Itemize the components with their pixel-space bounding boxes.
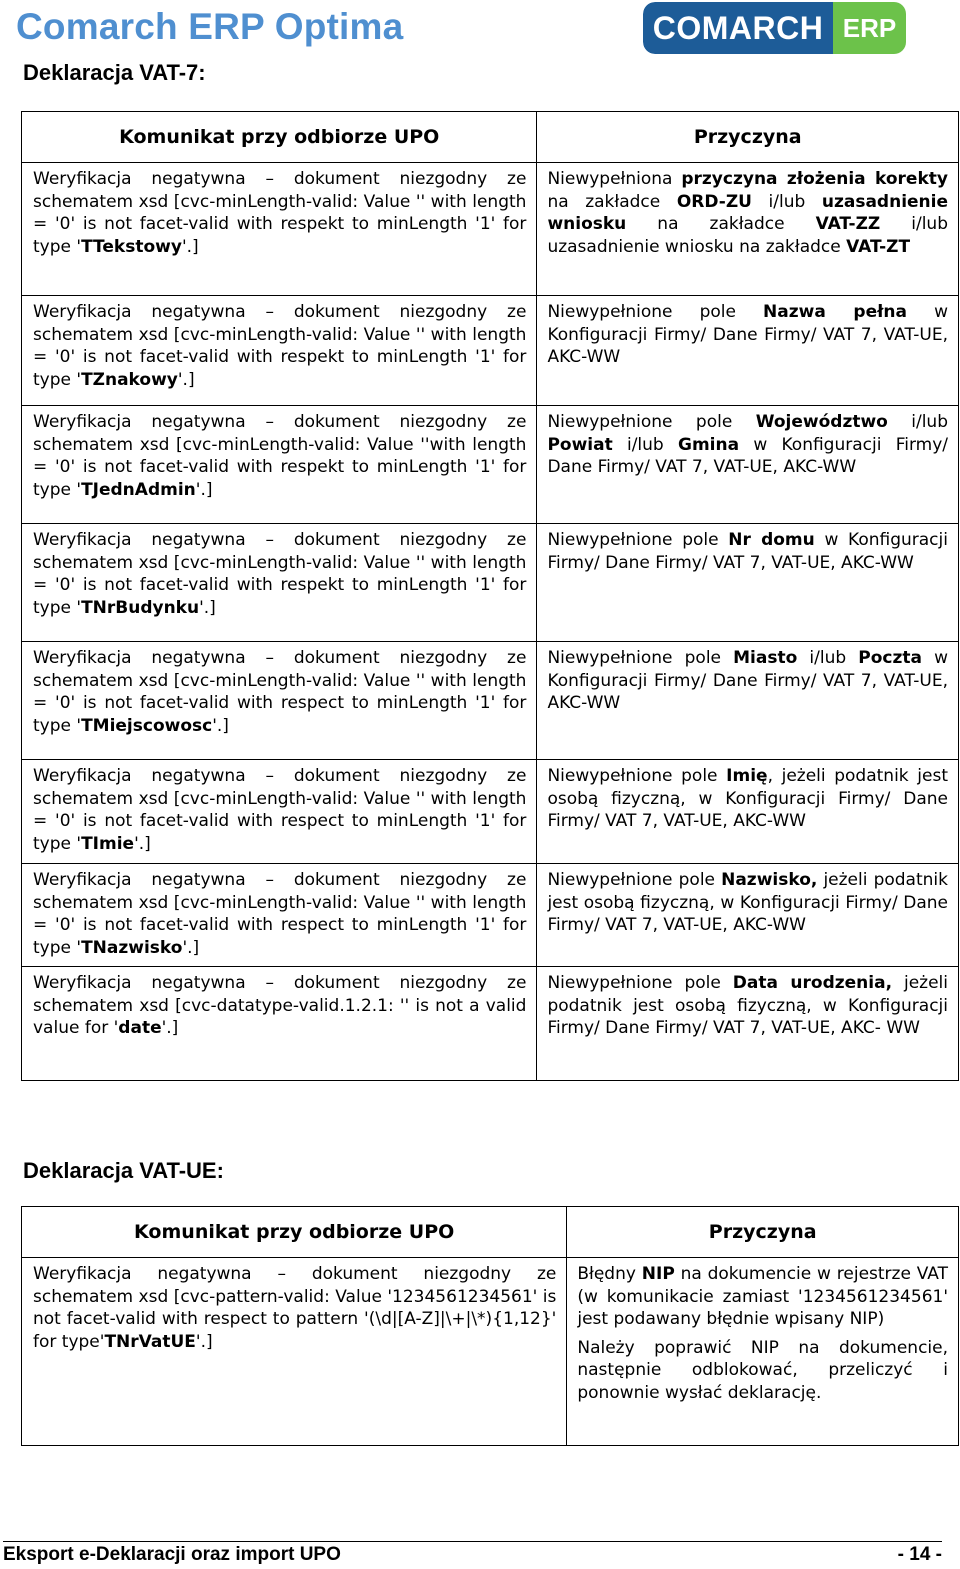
- text-segment: i/lub: [797, 648, 859, 668]
- text-segment: jeżeli podatnik jest osobą fizyczną, w Konfiguracji Firmy/ Dane Firmy/ VAT 7, VAT-UE, AKC-WW: [547, 870, 948, 935]
- text-segment: '.]: [182, 937, 200, 958]
- reason-paragraph: [547, 301, 948, 369]
- text-segment: Niewypełnione pole: [547, 412, 756, 432]
- vatue-section-heading: Deklaracja VAT-UE:: [23, 1158, 224, 1183]
- text-segment: jeżeli podatnik jest osobą fizyczną, w Konfiguracji Firmy/ Dane Firmy/ VAT 7, VAT-UE, AKC- WW: [547, 973, 949, 1038]
- text-segment: '.]: [199, 597, 216, 618]
- text-segment: Weryfikacja negatywna – dokument niezgodny ze schematem xsd [cvc-minLength-valid: Value '' with length = '0' is not facet-valid with respect to minLength '1' for type ': [33, 766, 527, 854]
- text-segment: Niewypełniona: [547, 169, 682, 189]
- reason-paragraph: [547, 168, 948, 258]
- text-segment: Weryfikacja negatywna – dokument niezgodny ze schematem xsd [cvc-minLength-valid: Value '' with length = '0' is not facet-valid with respekt to minLength '1' for type ': [33, 302, 527, 390]
- upo-message-cell: [22, 967, 537, 1081]
- text-segment: '.]: [134, 833, 151, 854]
- reason-paragraph: [547, 647, 948, 715]
- reason-cell: [537, 864, 959, 967]
- vatue-table-row: [22, 1258, 959, 1446]
- logo-comarch-text: COMARCH: [643, 2, 833, 54]
- vat7-col-reason-header: Przyczyna: [537, 112, 959, 163]
- text-segment: Niewypełnione pole: [547, 302, 764, 322]
- upo-message-cell: [22, 642, 537, 760]
- emphasized-text: VAT-ZZ: [815, 214, 881, 234]
- text-segment: na zakładce: [547, 191, 677, 212]
- text-segment: Niewypełnione pole: [547, 530, 729, 550]
- text-segment: w Konfiguracji Firmy/ Dane Firmy/ VAT 7, VAT-UE, AKC-WW: [547, 302, 948, 367]
- text-segment: na dokumencie w rejestrze VAT (w komunikacie zamiast '1234561234561' jest podawany błędnie wpisany NIP): [577, 1264, 948, 1329]
- emphasized-text: ORD-ZU: [676, 191, 752, 212]
- emphasized-text: Nr domu: [728, 530, 815, 550]
- reason-paragraph: [547, 411, 948, 479]
- logo-erp-text: ERP: [833, 2, 906, 54]
- reason-paragraph: [547, 972, 948, 1040]
- vat7-table-header-row: [22, 112, 959, 163]
- reason-cell: [537, 967, 959, 1081]
- emphasized-text: przyczyna złożenia korekty: [681, 169, 948, 189]
- text-segment: Niewypełnione pole: [547, 648, 734, 668]
- emphasized-text: Województwo: [755, 412, 888, 432]
- emphasized-text: TTekstowy: [81, 236, 182, 257]
- emphasized-text: uzasadnienie wniosku: [547, 191, 949, 234]
- text-segment: '.]: [161, 1018, 179, 1038]
- emphasized-text: Gmina: [677, 434, 740, 455]
- vat7-section-heading: Deklaracja VAT-7:: [23, 60, 206, 85]
- footer-page-number: - 14 -: [897, 1544, 942, 1565]
- text-segment: Błędny: [577, 1264, 642, 1284]
- text-segment: Niewypełnione pole: [547, 870, 722, 890]
- text-segment: i/lub: [887, 412, 948, 432]
- text-segment: '.]: [195, 1331, 213, 1352]
- vatue-table-header-row: [22, 1207, 959, 1258]
- text-segment: '.]: [195, 479, 213, 500]
- text-segment: w Konfiguracji Firmy/ Dane Firmy/ VAT 7, VAT-UE, AKC-WW: [547, 530, 948, 573]
- reason-paragraph: [547, 529, 948, 574]
- reason-cell: [567, 1258, 959, 1446]
- reason-paragraph: [547, 869, 948, 937]
- upo-message-cell: [22, 864, 537, 967]
- emphasized-text: Data urodzenia,: [732, 973, 893, 993]
- text-segment: Weryfikacja negatywna – dokument niezgodny ze schematem xsd [cvc-minLength-valid: Value '' with length = '0' is not facet-valid with respekt to minLength '1' for type ': [33, 530, 527, 618]
- text-segment: w Konfiguracji Firmy/ Dane Firmy/ VAT 7, VAT-UE, AKC-WW: [547, 648, 949, 713]
- text-segment: Weryfikacja negatywna – dokument niezgodny ze schematem xsd [cvc-minLength-valid: Value '' with length = '0' is not facet-valid with respect to minLength '1' for type ': [33, 648, 527, 736]
- page-footer: [3, 1541, 942, 1566]
- reason-instruction-paragraph: Należy poprawić NIP na dokumencie, następnie odblokować, przeliczyć i ponownie wysłać deklarację.: [577, 1337, 948, 1403]
- upo-message-cell: [22, 406, 537, 524]
- vat7-table: [21, 111, 959, 1081]
- emphasized-text: Powiat: [547, 434, 613, 455]
- text-segment: , jeżeli podatnik jest osobą fizyczną, w Konfiguracji Firmy/ Dane Firmy/ VAT 7, VAT-UE, AKC-WW: [547, 766, 948, 831]
- emphasized-text: TJednAdmin: [81, 479, 196, 500]
- emphasized-text: TNazwisko: [81, 937, 183, 958]
- reason-cell: [537, 163, 959, 296]
- emphasized-text: Nazwa pełna: [763, 302, 907, 322]
- text-segment: '.]: [181, 236, 199, 257]
- emphasized-text: NIP: [641, 1264, 675, 1284]
- upo-message-cell: [22, 524, 537, 642]
- footer-document-title: Eksport e-Deklaracji oraz import UPO: [3, 1544, 341, 1565]
- upo-message-cell: [22, 296, 537, 406]
- text-segment: Niewypełnione pole: [547, 766, 727, 786]
- emphasized-text: VAT-ZT: [846, 236, 911, 257]
- text-segment: Niewypełnione pole: [547, 973, 733, 993]
- vat7-table-row: [22, 406, 959, 524]
- reason-cell: [537, 524, 959, 642]
- emphasized-text: Imię: [726, 766, 768, 786]
- emphasized-text: Miasto: [733, 648, 798, 668]
- vatue-col-reason-header: Przyczyna: [567, 1207, 959, 1258]
- text-segment: na zakładce: [626, 214, 816, 234]
- text-segment: Weryfikacja negatywna – dokument niezgodny ze schematem xsd [cvc-minLength-valid: Value ''with length = '0' is not facet-valid with respekt to minLength '1' for type ': [33, 412, 527, 500]
- document-header-title: Comarch ERP Optima: [16, 6, 404, 47]
- vat7-table-row: [22, 163, 959, 296]
- reason-cell: [537, 760, 959, 864]
- vat7-table-row: [22, 524, 959, 642]
- reason-cell: [537, 296, 959, 406]
- vat7-table-row: [22, 760, 959, 864]
- text-segment: Weryfikacja negatywna – dokument niezgodny ze schematem xsd [cvc-pattern-valid: Value '1234561234561' is not facet-valid with respect to pattern '(\d|[A-Z]|\+|\*){1,12}' for type': [33, 1264, 557, 1352]
- text-segment: '.]: [212, 715, 229, 736]
- emphasized-text: TMiejscowosc: [81, 715, 213, 736]
- reason-cell: [537, 642, 959, 760]
- text-segment: i/lub: [612, 434, 678, 455]
- comarch-erp-logo: [643, 2, 906, 54]
- upo-message-cell: [22, 163, 537, 296]
- vat7-table-row: [22, 864, 959, 967]
- text-segment: i/lub uzasadnienie wniosku na zakładce: [547, 214, 948, 257]
- emphasized-text: TImie: [81, 833, 135, 854]
- emphasized-text: date: [118, 1018, 162, 1038]
- text-segment: i/lub: [751, 191, 822, 212]
- emphasized-text: TNrBudynku: [81, 597, 200, 618]
- text-segment: '.]: [177, 369, 195, 390]
- upo-message-cell: [22, 1258, 567, 1446]
- emphasized-text: TNrVatUE: [104, 1331, 196, 1352]
- reason-paragraph: [577, 1263, 948, 1331]
- vat7-col-message-header: Komunikat przy odbiorze UPO: [22, 112, 537, 163]
- vatue-table: [21, 1206, 959, 1446]
- emphasized-text: Poczta: [858, 648, 922, 668]
- text-segment: Weryfikacja negatywna – dokument niezgodny ze schematem xsd [cvc-minLength-valid: Value '' with length = '0' is not facet-valid with respect to minLength '1' for type ': [33, 870, 527, 958]
- text-segment: Weryfikacja negatywna – dokument niezgodny ze schematem xsd [cvc-datatype-valid.1.2.1: '' is not a valid value for ': [33, 973, 527, 1038]
- vat7-table-row: [22, 296, 959, 406]
- vat7-table-row: [22, 967, 959, 1081]
- text-segment: w Konfiguracji Firmy/ Dane Firmy/ VAT 7, VAT-UE, AKC-WW: [547, 434, 948, 477]
- emphasized-text: TZnakowy: [81, 369, 178, 390]
- emphasized-text: Nazwisko,: [721, 870, 818, 890]
- vatue-col-message-header: Komunikat przy odbiorze UPO: [22, 1207, 567, 1258]
- text-segment: Weryfikacja negatywna – dokument niezgodny ze schematem xsd [cvc-minLength-valid: Value '' with length = '0' is not facet-valid with respekt to minLength '1' for type ': [33, 169, 527, 257]
- vat7-table-row: [22, 642, 959, 760]
- reason-paragraph: [547, 765, 948, 833]
- reason-cell: [537, 406, 959, 524]
- upo-message-cell: [22, 760, 537, 864]
